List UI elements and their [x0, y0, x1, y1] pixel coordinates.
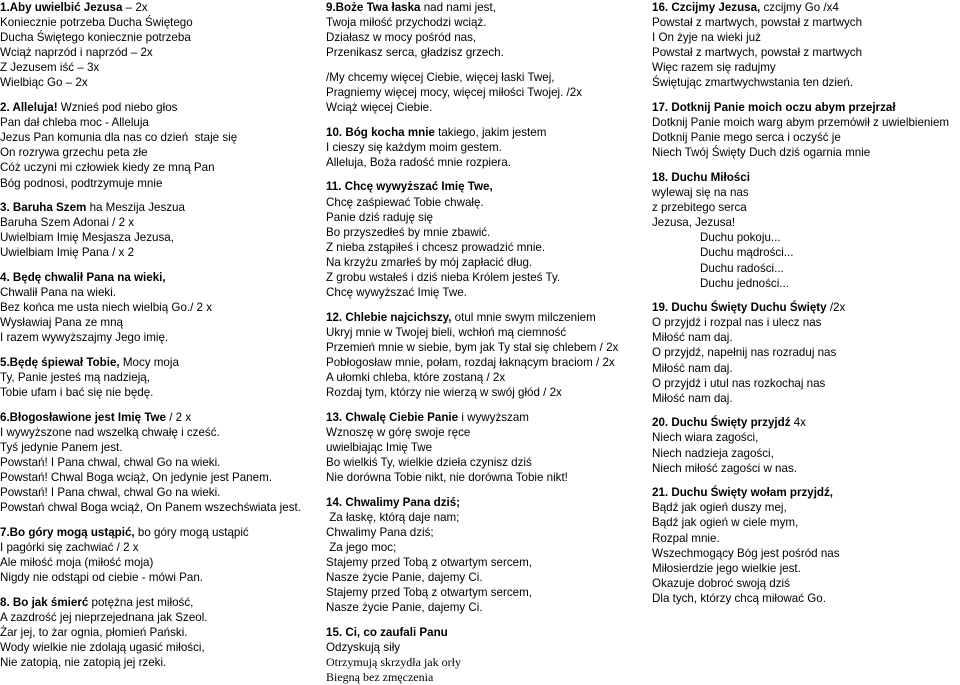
lyric-line	[0, 160, 318, 175]
lyric-line	[0, 385, 318, 400]
lyric-text: I On żyje na wieki już	[652, 31, 761, 45]
lyric-text: Nigdy nie odstąpi od ciebie - mówi Pan.	[0, 571, 203, 585]
song-block	[652, 485, 960, 606]
lyric-text: otul mnie swym milczeniem	[451, 310, 596, 324]
lyric-line	[652, 561, 960, 576]
song-title-line	[652, 485, 960, 500]
song-block	[326, 70, 644, 115]
lyric-line	[0, 485, 318, 500]
lyric-text: Wielbiąc Go – 2x	[0, 76, 88, 90]
song-title-line	[652, 0, 960, 15]
lyric-text: Bóg podnosi, podtrzymuje mnie	[0, 176, 163, 190]
lyric-line	[326, 555, 644, 570]
lyric-text: Za jego moc;	[326, 541, 397, 554]
lyric-line	[0, 300, 318, 315]
lyric-text: Miłość nam daj.	[652, 331, 733, 345]
lyric-text: wylewaj się na nas	[652, 186, 749, 200]
lyric-text: Więc razem się radujmy	[652, 61, 776, 75]
song-block	[326, 0, 644, 60]
song-title-line	[326, 70, 644, 85]
column-2	[326, 0, 644, 685]
lyric-text: Ukryj mnie w Twojej bieli, wchłoń mą ciemność	[326, 325, 567, 339]
lyric-text: Cóż uczyni mi człowiek kiedy ze mną Pan	[0, 161, 215, 175]
song-title-line	[326, 179, 644, 194]
song-title: 7.Bo góry mogą ustąpić,	[0, 525, 135, 539]
lyric-line	[0, 115, 318, 130]
lyric-line	[652, 276, 960, 291]
song-title: 20. Duchu Święty przyjdź	[652, 416, 791, 430]
lyric-text: takiego, jakim jestem	[434, 125, 547, 139]
lyric-text: Panie dziś raduję się	[326, 210, 433, 224]
lyric-text: Tobie ufam i bać się nie będę.	[0, 386, 154, 400]
lyric-text: A zazdrość jej nieprzejednana jak Szeol.	[0, 610, 208, 624]
lyric-line	[326, 15, 644, 30]
lyric-line	[0, 455, 318, 470]
lyric-text: Chcę zaśpiewać Tobie chwałę.	[326, 195, 484, 209]
song-title: 14. Chwalimy Pana dziś;	[326, 495, 461, 509]
lyric-text: Duchu pokoju...	[700, 231, 781, 245]
song-title-line	[326, 625, 644, 640]
lyric-line	[0, 330, 318, 345]
lyric-text: Ducha Świętego koniecznie potrzeba	[0, 31, 191, 45]
song-block	[0, 595, 318, 670]
spacer	[326, 60, 644, 70]
spacer	[0, 585, 318, 595]
lyric-line	[0, 145, 318, 160]
lyric-line	[652, 345, 960, 360]
lyric-text: Wszechmogący Bóg jest pośród nas	[652, 546, 840, 560]
song-block	[326, 625, 644, 685]
lyric-text: I razem wywyższajmy Jego imię.	[0, 331, 169, 345]
lyric-text: Świętując zmartwychwstania ten dzień.	[652, 76, 854, 90]
song-block	[326, 310, 644, 401]
lyric-line	[652, 215, 960, 230]
lyric-text: Chwalił Pana na wieki.	[0, 286, 116, 300]
lyric-text: Bez końca me usta niech wielbią Go./ 2 x	[0, 301, 213, 315]
song-title-line	[326, 495, 644, 510]
lyric-text: Rozpal mnie.	[652, 531, 720, 545]
song-title-line	[652, 170, 960, 185]
lyric-line	[652, 376, 960, 391]
lyric-text: Chcę wywyższać Imię Twe.	[326, 286, 467, 300]
lyric-text: Na krzyżu zmarłeś by mój zapłacić dług.	[326, 255, 533, 269]
lyric-text: Powstał z martwych, powstał z martwych	[652, 46, 863, 60]
lyric-text: Uwielbiam Imię Mesjasza Jezusa,	[0, 231, 174, 245]
song-block	[0, 100, 318, 191]
song-title: 19. Duchu Święty Duchu Święty	[652, 301, 827, 315]
lyric-line	[0, 230, 318, 245]
song-title: 2. Alleluja!	[0, 101, 58, 115]
lyric-line	[0, 15, 318, 30]
song-title-line	[652, 415, 960, 430]
spacer	[0, 191, 318, 201]
lyric-line	[652, 576, 960, 591]
lyric-line	[326, 640, 644, 655]
song-block	[652, 415, 960, 475]
lyric-text: z przebitego serca	[652, 201, 747, 215]
lyric-line	[326, 225, 644, 240]
lyric-line	[326, 140, 644, 155]
lyric-text: Stajemy przed Tobą z otwartym sercem,	[326, 556, 532, 570]
lyric-line	[326, 45, 644, 60]
lyric-text: Okazuje dobroć swoją dziś	[652, 576, 790, 590]
spacer	[652, 476, 960, 486]
spacer	[652, 91, 960, 101]
lyric-text: Powstań chwal Boga wciąż, On Panem wszechświata jest.	[0, 501, 301, 515]
lyric-text: i wywyższam	[458, 410, 529, 424]
lyric-line	[326, 255, 644, 270]
lyric-text: O przyjdź, napełnij nas rozraduj nas	[652, 346, 837, 360]
lyric-line	[0, 45, 318, 60]
lyric-text: Biegną bez zmęczenia	[326, 670, 434, 685]
song-title: 9.Boże Twa łaska	[326, 1, 421, 14]
lyric-text: Otrzymują skrzydła jak orły	[326, 655, 461, 670]
lyric-text: ha Meszija Jeszua	[86, 201, 185, 215]
song-block	[652, 170, 960, 291]
lyric-line	[326, 340, 644, 355]
lyric-line	[652, 115, 960, 130]
lyric-line	[326, 285, 644, 300]
lyric-text: Niech nadzieja zagości,	[652, 446, 774, 460]
song-title: 15. Ci, co zaufali Panu	[326, 625, 448, 639]
lyric-text: Wysławiaj Pana ze mną	[0, 316, 123, 330]
spacer	[0, 345, 318, 355]
spacer	[652, 160, 960, 170]
lyric-text: Jezus Pan komunia dla nas co dzień staje się	[0, 131, 238, 145]
lyric-text: Powstań! I Pana chwal, chwal Go na wieki.	[0, 486, 221, 500]
song-block	[0, 200, 318, 260]
song-title-line	[326, 310, 644, 325]
lyric-line	[652, 500, 960, 515]
lyric-line	[0, 655, 318, 670]
lyric-text: Pragniemy więcej mocy, więcej miłości Twojej. /2x	[326, 85, 583, 99]
lyric-line	[652, 591, 960, 606]
spacer	[326, 300, 644, 310]
lyric-text: / 2 x	[166, 410, 192, 424]
lyric-line	[326, 210, 644, 225]
song-title: 4. Będę chwalił Pana na wieki,	[0, 271, 166, 284]
lyric-text: O przyjdź i rozpal nas i ulecz nas	[652, 316, 822, 330]
lyric-text: Żar jej, to żar ognia, płomień Pański.	[0, 625, 188, 639]
lyric-line	[326, 655, 644, 670]
spacer	[0, 261, 318, 271]
lyric-text: Duchu jedności...	[700, 276, 789, 290]
lyric-text: Koniecznie potrzeba Ducha Świętego	[0, 16, 193, 30]
spacer	[326, 615, 644, 625]
lyric-text: Wody wielkie nie zdolają ugasić miłości,	[0, 641, 205, 655]
lyric-text: Chwalimy Pana dziś;	[326, 525, 434, 539]
spacer	[0, 91, 318, 101]
lyric-line	[652, 315, 960, 330]
lyric-line	[0, 245, 318, 260]
lyric-line	[652, 391, 960, 406]
lyric-line	[652, 446, 960, 461]
lyric-line	[326, 540, 644, 555]
lyric-text: /2x	[826, 301, 846, 315]
song-title-line	[652, 300, 960, 315]
lyric-line	[326, 85, 644, 100]
lyric-text: Tyś jedynie Panem jest.	[0, 440, 123, 454]
song-title: 16. Czcijmy Jezusa,	[652, 1, 761, 14]
column-3	[652, 0, 960, 606]
lyric-text: Dla tych, którzy chcą miłować Go.	[652, 591, 826, 605]
lyric-text: Przemień mnie w siebie, bym jak Ty stał się chlebem / 2x	[326, 340, 619, 354]
lyric-line	[326, 600, 644, 615]
lyric-line	[326, 470, 644, 485]
lyric-line	[326, 155, 644, 170]
lyric-line	[326, 385, 644, 400]
lyric-line	[326, 525, 644, 540]
song-block	[0, 410, 318, 516]
lyric-line	[652, 531, 960, 546]
lyric-line	[0, 60, 318, 75]
song-title: 6.Błogosławione jest Imię Twe	[0, 410, 167, 424]
lyric-line	[652, 130, 960, 145]
song-title-line	[326, 410, 644, 425]
lyric-line	[652, 60, 960, 75]
spacer	[326, 115, 644, 125]
lyric-line	[0, 500, 318, 515]
lyric-text: Niech wiara zagości,	[652, 431, 759, 445]
lyric-line	[0, 370, 318, 385]
song-title: 11. Chcę wywyższać Imię Twe,	[326, 180, 493, 194]
lyric-text: Rozdaj tym, którzy nie wierzą w swój głód / 2x	[326, 386, 562, 400]
lyric-line	[326, 370, 644, 385]
lyric-text: – 2x	[122, 1, 148, 14]
lyric-line	[0, 555, 318, 570]
lyric-text: Wciąż naprzód i naprzód – 2x	[0, 46, 153, 60]
lyric-line	[652, 461, 960, 476]
song-block	[652, 300, 960, 406]
song-title: 8. Bo jak śmierć	[0, 595, 89, 609]
lyric-text: 4x	[790, 416, 806, 430]
lyric-text: Stajemy przed Tobą z otwartym sercem,	[326, 586, 532, 600]
lyric-line	[652, 361, 960, 376]
song-block	[326, 495, 644, 616]
lyric-line	[326, 30, 644, 45]
lyric-line	[0, 130, 318, 145]
lyric-text: Nie zatopią, nie zatopią jej rzeki.	[0, 656, 167, 670]
column-1	[0, 0, 318, 670]
lyric-line	[326, 510, 644, 525]
lyric-line	[326, 425, 644, 440]
lyric-text: Powstań! I Pana chwal, chwal Go na wieki.	[0, 456, 221, 470]
spacer	[652, 406, 960, 416]
lyric-text: Dotknij Panie mego serca i oczyść je	[652, 131, 841, 145]
song-title-line	[0, 410, 318, 425]
lyric-line	[326, 195, 644, 210]
lyric-text: Uwielbiam Imię Pana / x 2	[0, 246, 135, 260]
song-block	[326, 125, 644, 170]
lyric-line	[326, 570, 644, 585]
lyric-text: Miłosierdzie jego wielkie jest.	[652, 561, 801, 575]
lyric-text: A ułomki chleba, które zostaną / 2x	[326, 371, 506, 385]
spacer	[0, 515, 318, 525]
lyric-line	[0, 640, 318, 655]
lyric-text: potężna jest miłość,	[88, 595, 194, 609]
lyric-text: Wznieś pod niebo głos	[57, 101, 178, 115]
lyric-line	[326, 325, 644, 340]
lyric-text: Twoja miłość przychodzi wciąż.	[326, 16, 487, 30]
song-block	[0, 270, 318, 345]
lyric-line	[326, 455, 644, 470]
song-title: 13. Chwalę Ciebie Panie	[326, 410, 459, 424]
lyric-line	[652, 330, 960, 345]
song-title: 18. Duchu Miłości	[652, 170, 750, 184]
lyric-line	[0, 540, 318, 555]
lyric-text: Z nieba zstąpiłeś i chcesz prowadzić mnie.	[326, 240, 546, 254]
lyric-line	[326, 240, 644, 255]
song-title: 10. Bóg kocha mnie	[326, 125, 435, 139]
lyric-line	[652, 430, 960, 445]
lyric-text: On rozrywa grzechu peta złe	[0, 146, 148, 160]
spacer	[652, 291, 960, 301]
lyric-line	[652, 15, 960, 30]
lyric-text: Bądź jak ogień w ciele mym,	[652, 516, 799, 530]
lyric-text: Duchu radości...	[700, 261, 784, 275]
lyric-text: Odzyskują siły	[326, 641, 401, 655]
lyric-line	[652, 261, 960, 276]
lyric-text: Miłość nam daj.	[652, 391, 733, 405]
lyric-line	[652, 515, 960, 530]
lyric-line	[0, 176, 318, 191]
lyric-text: Wciąż więcej Ciebie.	[326, 101, 433, 115]
lyric-text: Ale miłość moja (miłość moja)	[0, 556, 154, 570]
lyric-text: Niech Twój Święty Duch dziś ogarnia mnie	[652, 146, 871, 160]
lyric-line	[652, 30, 960, 45]
lyric-line	[0, 315, 318, 330]
lyric-line	[0, 285, 318, 300]
song-title-line	[326, 125, 644, 140]
lyric-line	[0, 440, 318, 455]
song-title: 21. Duchu Święty wołam przyjdź,	[652, 486, 834, 500]
song-title-line	[0, 525, 318, 540]
lyric-text: Alleluja, Boża radość mnie rozpiera.	[326, 155, 511, 169]
lyric-text: bo góry mogą ustąpić	[134, 525, 249, 539]
spacer	[0, 400, 318, 410]
lyric-text: Nasze życie Panie, dajemy Ci.	[326, 601, 483, 615]
lyric-line	[0, 625, 318, 640]
lyric-line	[0, 470, 318, 485]
lyric-line	[326, 670, 644, 685]
song-title-line	[652, 100, 960, 115]
lyric-line	[652, 230, 960, 245]
lyric-line	[652, 75, 960, 90]
lyric-text: uwielbiając Imię Twe	[326, 440, 433, 454]
song-title: 12. Chlebie najcichszy,	[326, 310, 452, 324]
song-title: 3. Baruha Szem	[0, 201, 87, 215]
lyric-text: Pobłogosław mnie, połam, rozdaj łaknącym braciom / 2x	[326, 355, 615, 369]
lyric-text: Działasz w mocy pośród nas,	[326, 31, 477, 45]
song-title: 5.Będę śpiewał Tobie,	[0, 355, 120, 369]
lyric-text: Bo przyszedłeś by mnie zbawić.	[326, 225, 491, 239]
lyric-text: nad nami jest,	[420, 1, 496, 14]
lyric-line	[0, 610, 318, 625]
lyric-text: Z Jezusem iść – 3x	[0, 61, 100, 75]
spacer	[326, 170, 644, 180]
lyric-text: Bądź jak ogień duszy mej,	[652, 501, 787, 515]
lyric-line	[0, 30, 318, 45]
lyric-text: Powstań! Chwal Boga wciąż, On jedynie jest Panem.	[0, 471, 272, 485]
lyric-text: Miłość nam daj.	[652, 361, 733, 375]
song-block	[652, 0, 960, 91]
song-title: 17. Dotknij Panie moich oczu abym przejrzał	[652, 101, 896, 115]
lyric-line	[0, 215, 318, 230]
song-block	[0, 355, 318, 400]
lyric-line	[326, 355, 644, 370]
song-title: 1.Aby uwielbić Jezusa	[0, 1, 123, 14]
lyric-line	[326, 585, 644, 600]
lyric-line	[326, 440, 644, 455]
song-block	[0, 0, 318, 91]
lyric-text: I cieszy się każdym moim gestem.	[326, 140, 502, 154]
song-block	[0, 525, 318, 585]
lyric-text: Dotknij Panie moich warg abym przemówił z uwielbieniem	[652, 116, 950, 130]
lyric-line	[326, 270, 644, 285]
song-title-line	[0, 270, 318, 285]
lyric-text: Niech miłość zagości w nas.	[652, 461, 797, 475]
lyric-text: Jezusa, Jezusa!	[652, 216, 736, 230]
spacer	[326, 400, 644, 410]
song-title-line	[326, 0, 644, 15]
song-block	[326, 410, 644, 485]
lyric-text: O przyjdź i utul nas rozkochaj nas	[652, 376, 826, 390]
song-title-line	[0, 355, 318, 370]
lyric-text: Duchu mądrości...	[700, 246, 794, 260]
lyric-text: I pagórki się zachwiać / 2 x	[0, 541, 139, 554]
spacer	[326, 485, 644, 495]
song-title-line	[0, 0, 318, 15]
lyric-text: Pan dał chleba moc - Alleluja	[0, 116, 149, 130]
lyric-text: Nasze życie Panie, dajemy Ci.	[326, 571, 483, 585]
lyric-text: Bo wielkiś Ty, wielkie dzieła czynisz dziś	[326, 456, 532, 470]
lyric-line	[0, 425, 318, 440]
song-title-line	[0, 200, 318, 215]
lyric-text: czcijmy Go /x4	[760, 1, 839, 14]
lyric-line	[652, 200, 960, 215]
lyric-line	[652, 185, 960, 200]
lyric-text: Przenikasz serca, gładzisz grzech.	[326, 46, 504, 60]
lyric-text: Za łaskę, którą daje nam;	[326, 510, 460, 524]
lyric-line	[652, 45, 960, 60]
lyric-text: Mocy moja	[119, 355, 179, 369]
lyric-text: Nie dorówna Tobie nikt, nie dorówna Tobie nikt!	[326, 471, 568, 485]
lyric-line	[0, 75, 318, 90]
lyric-text: Wznoszę w górę swoje ręce	[326, 425, 471, 439]
song-title-line	[0, 100, 318, 115]
lyric-line	[652, 546, 960, 561]
song-title-line	[0, 595, 318, 610]
lyric-text: Z grobu wstałeś i dziś nieba Królem jesteś Ty.	[326, 271, 561, 284]
lyric-text: /My chcemy więcej Ciebie, więcej łaski Twej,	[326, 70, 555, 84]
lyric-text: Baruha Szem Adonai / 2 x	[0, 216, 135, 230]
song-block	[652, 100, 960, 160]
lyric-line	[652, 245, 960, 260]
lyric-text: I wywyższone nad wszelką chwałę i cześć.	[0, 425, 220, 439]
lyric-text: Powstał z martwych, powstał z martwych	[652, 16, 863, 30]
lyric-line	[652, 145, 960, 160]
song-block	[326, 179, 644, 300]
lyric-line	[0, 570, 318, 585]
lyric-line	[326, 100, 644, 115]
lyric-text: Ty, Panie jesteś mą nadzieją,	[0, 371, 150, 385]
